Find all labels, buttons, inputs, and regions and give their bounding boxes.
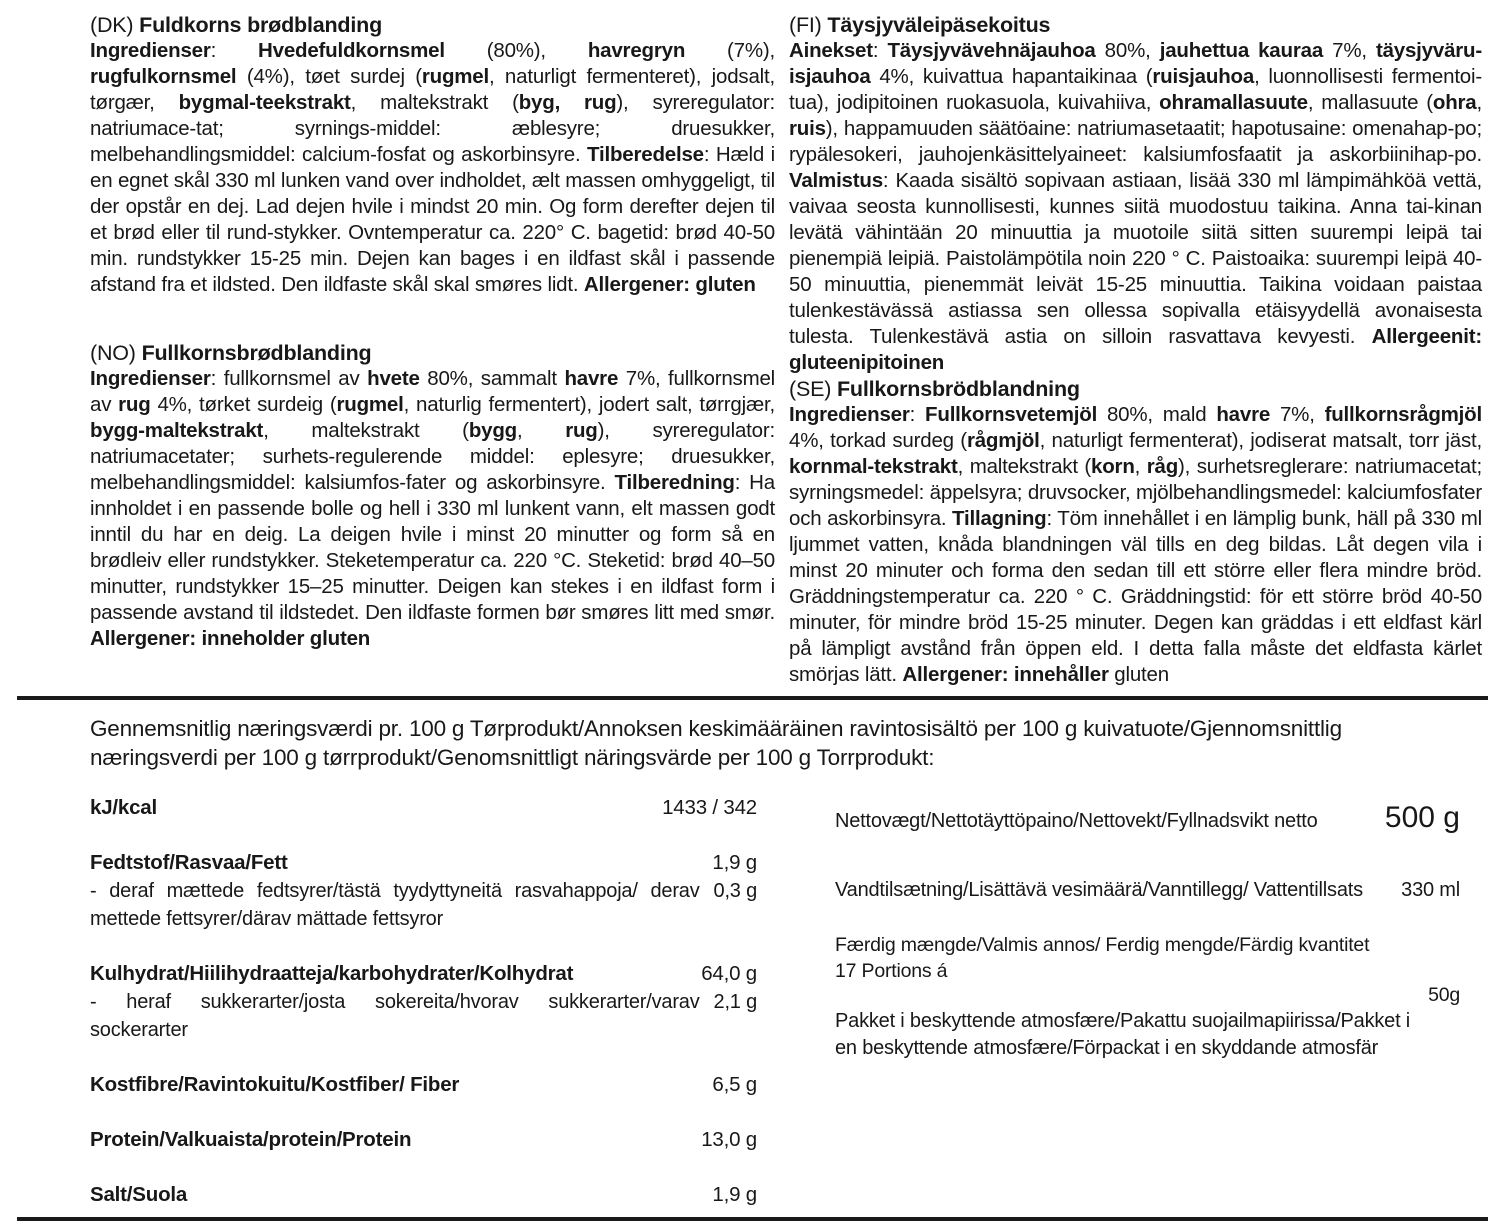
salt-value: 1,9 g [712,1183,757,1206]
section-dk [90,12,775,298]
net-weight-value: 500 g [1384,801,1460,834]
column-right [789,12,1482,688]
section-fi [789,12,1482,376]
product-title-fi: Täysjyväleipäsekoitus [827,13,1051,37]
quantity-row [835,932,1460,1006]
ingredients-text-no: Ingredienser: fullkornsmel av hvete 80%, sammalt havre 7%, fullkornsmel av rug 4%, tørket surdeig (rugmel, naturlig fermentert), jodert salt, tørrgjær, bygg-maltekstrakt, maltekstrakt (bygg, rug), syreregulator: natriumacetater; surhets-regulerende middel: eplesyre; druesukker, melbehandlingsmiddel: kalsiumfos-fater og askorbinsyre. Tilberedning: Ha innholdet i en passende bolle og hell i 330 ml lunkent vann, elt massen godt inntil du har en deig. La deigen hvile i minst 20 minutter og form så en brødleiv eller rundstykker. Steketemperatur ca. 220 °C. Steketid: brød 40–50 minutter, rundstykker 15–25 minutter. Deigen kan stekes i en ildfast form i passende avstand til ildstedet. Den ildfaste formen bør smøres litt med smør. Allergener: inneholder gluten [90,367,776,650]
table-row-salt [90,1181,757,1209]
lang-code-no: (NO) [90,341,136,365]
ingredients-text-dk: Ingredienser: Hvedefuldkornsmel (80%), havregryn (7%), rugfulkornsmel (4%), tøet surdej (rugmel, naturligt fermenteret), jodsalt, tørgær, bygmal-teekstrakt, maltekstrakt (byg, rug), syreregulator: natriumace-tat; syrnings-middel: æblesyre; druesukker, melbehandlingsmiddel: calcium-fosfat og askorbinsyre. Tilberedelse: Hæld i en egnet skål 330 ml lunken vand over indholdet, ælt massen omhyggeligt, til der opstår en dej. Lad dejen hvile i mindst 20 min. Og form derefter dejen til et brød eller til rund-stykker. Ovntemperatur ca. 220° C. bagetid: brød 40-50 min. rundstykker 15-25 min. Dejen kan bages i en ildfast skål i passende afstand fra et ildsted. Den ildfaste skål skal smøres lidt. Allergener: gluten [90,39,775,296]
salt-label: Salt/Suola [90,1183,188,1206]
sugars-label: - heraf sukkerarter/josta sokereita/hvorav sukkerarter/varav sockerarter [90,991,700,1041]
carbohydrate-label: Kulhydrat/Hiilihydraatteja/karbohydrater/Kolhydrat [90,962,574,985]
saturated-fat-value: 0,3 g [713,880,757,902]
nutrition-columns [90,794,1470,1209]
column-left [90,12,775,688]
table-row-fibre [90,1071,757,1099]
section-se-heading [789,376,1482,402]
net-weight-label: Nettovægt/Nettotäyttöpaino/Nettovekt/Fyllnadsvikt netto [835,810,1318,832]
divider-bottom [17,1217,1488,1221]
saturated-fat-label: - deraf mættede fedtsyrer/tästä tyydyttyneitä rasvahappoja/ derav mettede fettsyrer/därav mättade fettsyror [90,880,700,930]
nutrition-table [90,794,757,1209]
fat-label: Fedtstof/Rasvaa/Fett [90,851,288,874]
water-value: 330 ml [1401,879,1460,901]
water-label: Vandtilsætning/Lisättävä vesimäärä/Vanntillegg/ Vattentillsats [835,879,1363,901]
table-row-fat [90,849,757,933]
quantity-value: 17 Portions á [835,960,948,982]
product-title-se: Fullkornsbrödblandning [836,377,1080,401]
sugars-value: 2,1 g [713,991,757,1013]
section-se [789,376,1482,688]
ingredients-text-fi: Ainekset: Täysjyvävehnäjauhoa 80%, jauhettua kauraa 7%, täysjyväru-isjauhoa 4%, kuivattua hapantaikinaa (ruisjauhoa, luonnollisesti fermentoi-tua), jodipitoinen ruokasuola, kuivahiiva, ohramallasuute, mallasuute (ohra, ruis), happamuuden säätöaine: natriumasetaatit; hapotusaine: omenahap-po; rypälesokeri, jauhojenkäsittelyaineet: kalsiumfosfaatit ja askorbiinihap-po. Valmistus: Kaada sisältö sopivaan astiaan, lisää 330 ml lämpimähköä vettä, vaivaa seosta kunnollisesti, kunnes siitä muodostuu taikina. Anna tai-kinan levätä vähintään 20 minuuttia ja muotoile siitä sitten suurempi leipä tai pienempiä leipiä. Paistolämpötila noin 220 ° C. Paistoaika: suurempi leipä 40-50 minuuttia, pienemmät leivät 15-25 minuuttia. Taikina voidaan paistaa tulenkestävässä astiassa sen ollessa sopivalla etäisyydellä avonaisesta tulesta. Tulenkestävä astia on silloin rasvattava kevyesti. Allergeenit: gluteenipitoinen [789,39,1482,374]
protein-value: 13,0 g [701,1128,757,1151]
energy-value: 1433 / 342 [662,796,757,819]
fibre-label: Kostfibre/Ravintokuitu/Kostfiber/ Fiber [90,1073,460,1096]
product-title-no: Fullkornsbrødblanding [141,341,372,365]
table-row-protein [90,1126,757,1154]
water-row [835,877,1460,904]
section-no [90,340,775,652]
net-weight-row [835,801,1460,835]
package-info [835,794,1460,1062]
table-row-energy [90,794,757,822]
lang-code-fi: (FI) [789,13,822,37]
protein-label: Protein/Valkuaista/protein/Protein [90,1128,412,1151]
table-row-carbohydrate [90,960,757,1044]
packaging-row: Pakket i beskyttende atmosfære/Pakattu suojailmapiirissa/Pakket i en beskyttende atmosfære/Förpackat i en skyddande atmosfär [835,1010,1411,1059]
quantity-label: Færdig mængde/Valmis annos/ Ferdig mengde/Färdig kvantitet [835,934,1370,956]
energy-label: kJ/kcal [90,796,157,819]
section-fi-heading [789,12,1482,38]
ingredients-text-se: Ingredienser: Fullkornsvetemjöl 80%, mald havre 7%, fullkornsrågmjöl 4%, torkad surdeg (rågmjöl, naturligt fermenterat), jodiserat matsalt, torr jäst, kornmal-tekstrakt, maltekstrakt (korn, råg), surhetsreglerare: natriumacetat; syrningsmedel: äppelsyra; druvsocker, mjölbehandlingsmedel: kalciumfosfater och askorbinsyra. Tillagning: Töm innehållet i en lämplig bunk, häll på 330 ml ljummet vatten, knåda blandningen väl tills en deg bildas. Låt degen vila i minst 20 minuter och forma den sedan till ett större eller flera mindre bröd. Gräddningstemperatur ca. 220 ° C. Gräddningstid: för ett större bröd 40-50 minuter, för mindre bröd 15-25 minuter. Degen kan gräddas i ett eldfast kärl på lämpligt avstånd från öppen eld. I detta falla måste det eldfasta kärlet smörjas lätt. Allergener: innehåller gluten [789,403,1483,686]
nutrition-section [0,700,1500,1209]
lang-code-dk: (DK) [90,13,134,37]
nutrition-heading: Gennemsnitlig næringsværdi pr. 100 g Tørprodukt/Annoksen keskimääräinen ravintosisältö per 100 g kuivatuote/Gjennomsnittlig næringsverdi per 100 g tørrprodukt/Genomsnittligt näringsvärde per 100 g Torrprodukt: [90,716,1342,770]
fibre-value: 6,5 g [712,1073,757,1096]
section-no-heading [90,340,775,366]
portion-size-value: 50g [1428,984,1460,1006]
carbohydrate-value: 64,0 g [701,962,757,985]
section-dk-heading [90,12,775,38]
fat-value: 1,9 g [712,851,757,874]
product-title-dk: Fuldkorns brødblanding [139,13,383,37]
lang-code-se: (SE) [789,377,832,401]
